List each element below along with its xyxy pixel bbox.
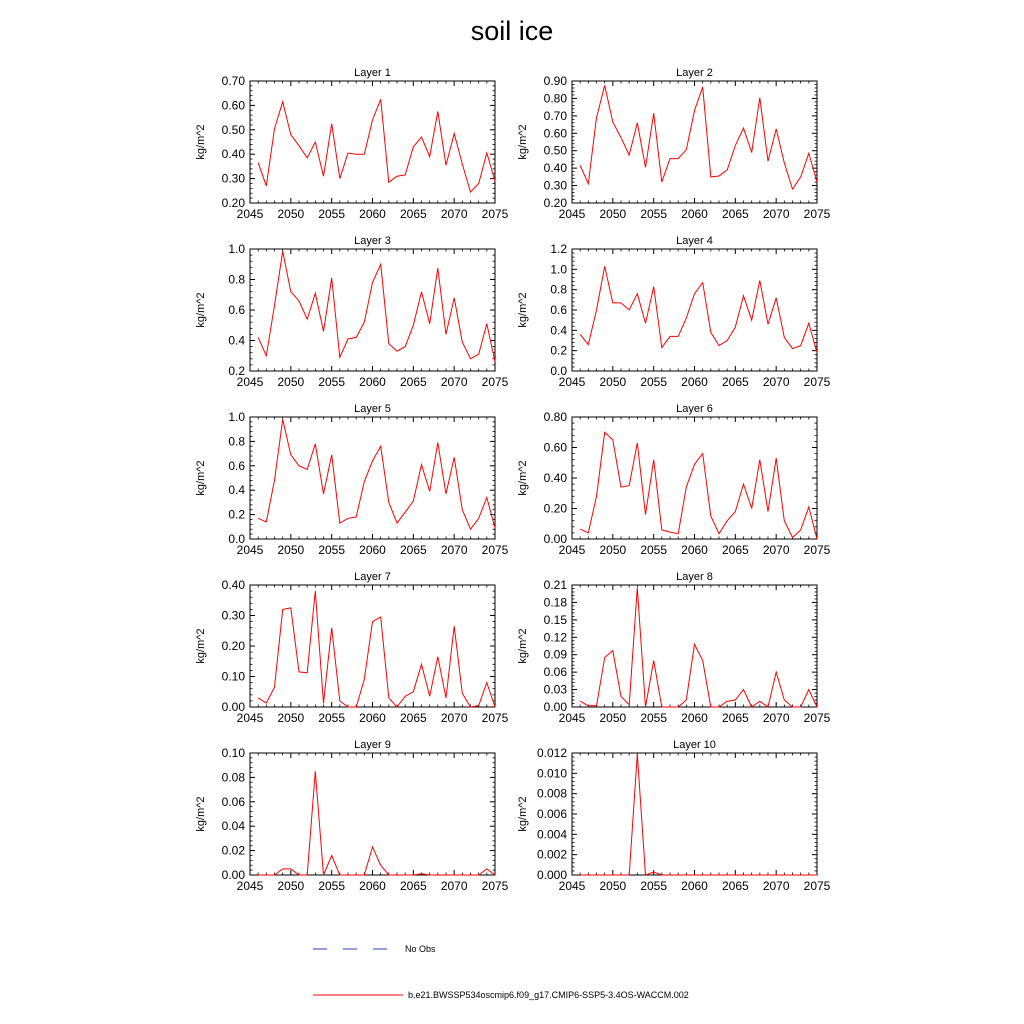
- y-tick-label: 0.4: [550, 323, 567, 338]
- y-tick-label: 0.70: [543, 108, 567, 123]
- y-tick-label: 0.40: [221, 147, 245, 162]
- panel-title: Layer 1: [354, 67, 391, 79]
- x-tick-label: 2045: [558, 543, 586, 557]
- x-tick-label: 2055: [318, 375, 346, 389]
- panel-title: Layer 5: [354, 403, 391, 415]
- y-tick-label: 0.00: [221, 868, 245, 882]
- x-tick-label: 2070: [762, 543, 790, 557]
- y-tick-label: 0.8: [228, 434, 245, 449]
- y-tick-label: 0.20: [543, 196, 567, 210]
- x-tick-label: 2045: [236, 543, 264, 557]
- x-tick-label: 2065: [399, 879, 427, 893]
- x-tick-label: 2045: [558, 711, 586, 725]
- y-tick-label: 0.50: [221, 122, 245, 137]
- y-axis-label: kg/m^2: [517, 460, 529, 496]
- y-tick-label: 0.15: [543, 612, 567, 627]
- y-tick-label: 0.20: [543, 501, 567, 516]
- y-tick-label: 1.0: [228, 410, 245, 424]
- x-tick-label: 2065: [399, 543, 427, 557]
- y-tick-label: 0.60: [543, 440, 567, 455]
- y-tick-label: 1.0: [228, 242, 245, 256]
- y-tick-label: 0.20: [221, 639, 245, 653]
- x-tick-label: 2060: [359, 375, 386, 389]
- y-tick-label: 0.12: [543, 630, 567, 645]
- y-axis-label: kg/m^2: [517, 292, 529, 328]
- y-tick-label: 0.008: [536, 786, 567, 801]
- y-tick-label: 0.06: [543, 665, 567, 680]
- figure-title: soil ice: [470, 16, 554, 46]
- x-tick-label: 2065: [721, 207, 749, 221]
- x-tick-label: 2055: [318, 207, 346, 221]
- y-tick-label: 0.10: [221, 669, 245, 684]
- y-tick-label: 0.20: [221, 196, 245, 210]
- x-tick-label: 2050: [277, 711, 305, 725]
- y-tick-label: 0.60: [221, 98, 245, 113]
- panel-title: Layer 9: [354, 739, 391, 751]
- x-tick-label: 2075: [803, 375, 831, 389]
- x-tick-label: 2055: [318, 543, 346, 557]
- x-tick-label: 2065: [721, 375, 749, 389]
- y-tick-label: 0.000: [536, 868, 567, 882]
- y-tick-label: 0.21: [543, 578, 567, 592]
- x-tick-label: 2060: [681, 375, 708, 389]
- y-tick-label: 0.2: [228, 364, 245, 378]
- y-tick-label: 0.6: [228, 303, 245, 317]
- y-tick-label: 0.6: [550, 303, 567, 317]
- y-tick-label: 0.18: [543, 595, 567, 610]
- x-tick-label: 2050: [599, 207, 627, 221]
- y-tick-label: 0.50: [543, 143, 567, 158]
- panel-title: Layer 10: [673, 739, 716, 751]
- y-tick-label: 0.30: [221, 171, 245, 186]
- panel-title: Layer 8: [676, 571, 713, 583]
- x-tick-label: 2055: [640, 375, 668, 389]
- x-tick-label: 2075: [481, 711, 509, 725]
- x-tick-label: 2045: [236, 711, 264, 725]
- x-tick-label: 2075: [803, 711, 831, 725]
- y-tick-label: 0.10: [221, 746, 245, 760]
- x-tick-label: 2070: [762, 711, 790, 725]
- x-tick-label: 2060: [681, 879, 708, 893]
- y-tick-label: 0.80: [543, 410, 567, 424]
- x-tick-label: 2050: [599, 375, 627, 389]
- y-tick-label: 0.02: [221, 843, 245, 858]
- x-tick-label: 2065: [399, 375, 427, 389]
- y-tick-label: 0.08: [221, 770, 245, 785]
- y-tick-label: 0.6: [228, 458, 245, 473]
- x-tick-label: 2070: [762, 375, 790, 389]
- x-tick-label: 2075: [803, 543, 831, 557]
- y-tick-label: 0.40: [543, 471, 567, 485]
- x-tick-label: 2070: [762, 207, 790, 221]
- y-tick-label: 0.0: [550, 364, 567, 378]
- y-tick-label: 0.012: [536, 746, 567, 760]
- x-tick-label: 2045: [558, 879, 586, 893]
- x-tick-label: 2060: [359, 879, 386, 893]
- x-tick-label: 2055: [318, 879, 346, 893]
- x-tick-label: 2065: [721, 711, 749, 725]
- y-tick-label: 0.4: [228, 483, 245, 498]
- legend-case-label: b.e21.BWSSP534oscmip6.f09_g17.CMIP6-SSP5-3.4OS-WACCM.002: [408, 990, 689, 1000]
- y-tick-label: 0.60: [543, 126, 567, 141]
- y-tick-label: 0.00: [221, 700, 245, 714]
- x-tick-label: 2050: [599, 711, 627, 725]
- x-tick-label: 2050: [277, 543, 305, 557]
- x-tick-label: 2070: [440, 879, 468, 893]
- y-axis-label: kg/m^2: [195, 292, 207, 328]
- x-tick-label: 2075: [481, 375, 509, 389]
- x-tick-label: 2060: [359, 711, 386, 725]
- panel-title: Layer 7: [354, 571, 391, 583]
- x-tick-label: 2050: [277, 375, 305, 389]
- y-tick-label: 0.30: [543, 178, 567, 193]
- x-tick-label: 2050: [277, 207, 305, 221]
- x-tick-label: 2075: [481, 543, 509, 557]
- y-tick-label: 0.70: [221, 74, 245, 88]
- y-tick-label: 0.0: [228, 532, 245, 546]
- y-tick-label: 0.2: [550, 343, 567, 358]
- y-tick-label: 0.30: [221, 608, 245, 623]
- y-tick-label: 0.03: [543, 682, 567, 697]
- y-tick-label: 0.00: [543, 532, 567, 546]
- x-tick-label: 2060: [681, 711, 708, 725]
- x-tick-label: 2055: [640, 207, 668, 221]
- x-tick-label: 2070: [762, 879, 790, 893]
- y-tick-label: 0.004: [536, 827, 567, 842]
- x-tick-label: 2050: [599, 879, 627, 893]
- x-tick-label: 2050: [599, 543, 627, 557]
- y-tick-label: 0.006: [536, 807, 567, 821]
- y-tick-label: 0.010: [536, 766, 567, 781]
- y-tick-label: 0.80: [543, 91, 567, 106]
- x-tick-label: 2060: [681, 207, 708, 221]
- x-tick-label: 2050: [277, 879, 305, 893]
- x-tick-label: 2060: [359, 543, 386, 557]
- y-tick-label: 0.8: [228, 272, 245, 287]
- x-tick-label: 2045: [236, 879, 264, 893]
- x-tick-label: 2065: [399, 207, 427, 221]
- y-tick-label: 0.90: [543, 74, 567, 88]
- panel-title: Layer 4: [676, 235, 713, 247]
- x-tick-label: 2070: [440, 207, 468, 221]
- y-tick-label: 1.2: [550, 242, 567, 256]
- y-tick-label: 0.2: [228, 507, 245, 522]
- x-tick-label: 2070: [440, 711, 468, 725]
- y-tick-label: 1.0: [550, 262, 567, 277]
- x-tick-label: 2075: [803, 879, 831, 893]
- y-tick-label: 0.8: [550, 282, 567, 297]
- x-tick-label: 2055: [640, 711, 668, 725]
- y-axis-label: kg/m^2: [195, 628, 207, 664]
- x-tick-label: 2070: [440, 543, 468, 557]
- y-tick-label: 0.06: [221, 794, 245, 809]
- x-tick-label: 2075: [481, 879, 509, 893]
- y-tick-label: 0.00: [543, 700, 567, 714]
- y-axis-label: kg/m^2: [195, 460, 207, 496]
- panel-title: Layer 6: [676, 403, 713, 415]
- x-tick-label: 2075: [803, 207, 831, 221]
- y-axis-label: kg/m^2: [195, 124, 207, 160]
- x-tick-label: 2045: [558, 375, 586, 389]
- y-axis-label: kg/m^2: [517, 628, 529, 664]
- x-tick-label: 2065: [399, 711, 427, 725]
- x-tick-label: 2045: [558, 207, 586, 221]
- legend-no-obs-label: No Obs: [405, 944, 436, 954]
- y-axis-label: kg/m^2: [517, 124, 529, 160]
- panel-title: Layer 2: [676, 67, 713, 79]
- y-axis-label: kg/m^2: [195, 796, 207, 832]
- x-tick-label: 2060: [681, 543, 708, 557]
- x-tick-label: 2045: [236, 375, 264, 389]
- panel-title: Layer 3: [354, 235, 391, 247]
- y-tick-label: 0.002: [536, 847, 567, 862]
- y-tick-label: 0.4: [228, 333, 245, 348]
- y-tick-label: 0.04: [221, 819, 245, 834]
- x-tick-label: 2075: [481, 207, 509, 221]
- x-tick-label: 2055: [640, 543, 668, 557]
- x-tick-label: 2070: [440, 375, 468, 389]
- y-tick-label: 0.09: [543, 647, 567, 662]
- x-tick-label: 2060: [359, 207, 386, 221]
- y-tick-label: 0.40: [221, 578, 245, 592]
- x-tick-label: 2055: [318, 711, 346, 725]
- x-tick-label: 2055: [640, 879, 668, 893]
- y-axis-label: kg/m^2: [517, 796, 529, 832]
- y-tick-label: 0.40: [543, 161, 567, 176]
- x-tick-label: 2045: [236, 207, 264, 221]
- x-tick-label: 2065: [721, 879, 749, 893]
- x-tick-label: 2065: [721, 543, 749, 557]
